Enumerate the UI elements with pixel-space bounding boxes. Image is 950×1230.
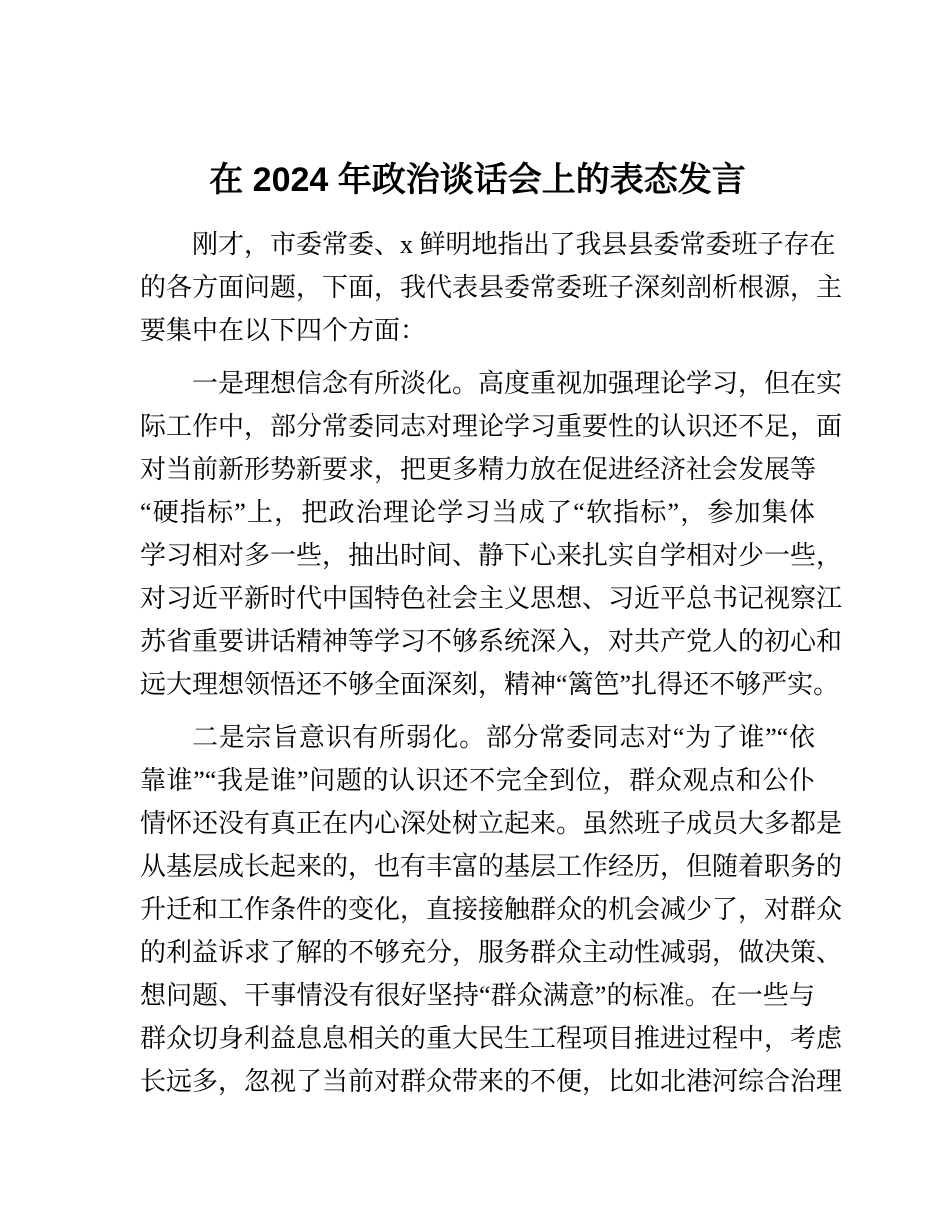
paragraph-line: 升迁和工作条件的变化，直接接触群众的机会减少了，对群众 [140, 895, 843, 924]
paragraph-line: 一是理想信念有所淡化。高度重视加强理论学习，但在实 [192, 369, 843, 398]
paragraph-line: 学习相对多一些，抽出时间、静下心来扎实自学相对少一些， [140, 541, 843, 570]
paragraph-line: “硬指标”上，把政治理论学习当成了“软指标”，参加集体 [140, 498, 815, 527]
paragraph-line: 苏省重要讲话精神等学习不够系统深入，对共产党人的初心和 [140, 627, 843, 656]
document-body [140, 223, 843, 1103]
paragraph-line: 二是宗旨意识有所弱化。部分常委同志对“为了谁”“依 [192, 723, 815, 752]
paragraph-line: 的利益诉求了解的不够充分，服务群众主动性减弱，做决策、 [140, 938, 843, 967]
document-title: 在 2024 年政治谈话会上的表态发言 [209, 161, 746, 199]
paragraph-line: 要集中在以下四个方面： [140, 316, 427, 345]
paragraph-line: 的各方面问题，下面，我代表县委常委班子深刻剖析根源，主 [140, 273, 843, 302]
paragraph-intro [140, 223, 843, 352]
paragraph-line: 从基层成长起来的，也有丰富的基层工作经历，但随着职务的 [140, 852, 843, 881]
paragraph-point-two [140, 716, 843, 1103]
paragraph-line: 靠谁”“我是谁”问题的认识还不完全到位，群众观点和公仆 [140, 766, 815, 795]
paragraph-line: 对习近平新时代中国特色社会主义思想、习近平总书记视察江 [140, 584, 843, 613]
paragraph-point-one [140, 362, 843, 706]
paragraph-line: 际工作中，部分常委同志对理论学习重要性的认识还不足，面 [140, 412, 843, 441]
paragraph-line: 刚才，市委常委、x 鲜明地指出了我县县委常委班子存在 [192, 230, 836, 259]
paragraph-line: 长远多，忽视了当前对群众带来的不便，比如北港河综合治理 [140, 1067, 843, 1096]
paragraph-line: 群众切身利益息息相关的重大民生工程项目推进过程中，考虑 [140, 1024, 843, 1053]
paragraph-line: 想问题、干事情没有很好坚持“群众满意”的标准。在一些与 [140, 981, 815, 1010]
paragraph-line: 对当前新形势新要求，把更多精力放在促进经济社会发展等 [140, 455, 817, 484]
paragraph-line: 情怀还没有真正在内心深处树立起来。虽然班子成员大多都是 [140, 809, 843, 838]
paragraph-line: 远大理想领悟还不够全面深刻，精神“篱笆”扎得还不够严实。 [140, 670, 840, 699]
